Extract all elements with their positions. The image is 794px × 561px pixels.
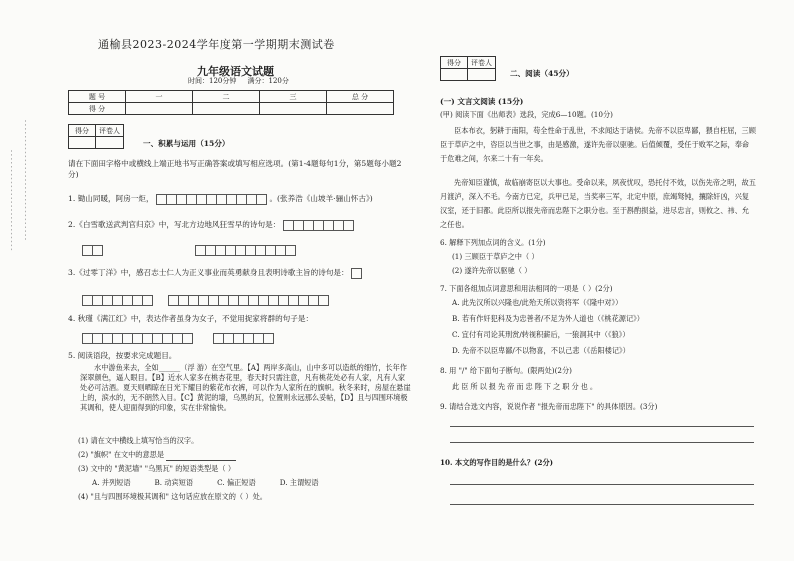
- grader-cell: 评卷人: [96, 125, 124, 137]
- answer-line[interactable]: [450, 426, 754, 427]
- q7-option-b[interactable]: B. 若有作奸犯科及为忠善者/不足为外人道也（《桃花源记》）: [452, 314, 644, 323]
- grader-cell[interactable]: [96, 137, 124, 149]
- q1-suffix: 。(张养浩《山坡羊·骊山怀古》): [269, 194, 373, 203]
- question-5-1: (1) 请在文中横线上填写恰当的汉字。: [78, 436, 199, 445]
- option-b[interactable]: B. 动宾短语: [154, 478, 194, 487]
- answer-grid[interactable]: [168, 295, 329, 306]
- score-cell: 得 分: [69, 103, 126, 115]
- question-3: [68, 267, 413, 279]
- exam-meta: [188, 76, 289, 86]
- grader-cell[interactable]: [441, 69, 468, 81]
- score-cell: 题 号: [69, 91, 126, 103]
- score-cell: 总 分: [327, 91, 394, 103]
- score-cell[interactable]: [193, 103, 260, 115]
- question-5-3: (3) 文中的 "黄泥墙" "乌黑瓦" 的短语类型是（ ）: [78, 464, 236, 473]
- q1-prefix: 1. 锄山同暖，阿房一炬，: [68, 194, 154, 203]
- question-8: 8. 用 "/" 给下面句子断句。(限两处)(2分): [440, 366, 572, 375]
- question-4: 4. 秋瑾《满江红》中，表达作者虽身为女子，不觉用捉家将群的句子是：: [68, 314, 314, 323]
- question-1: [68, 193, 413, 205]
- question-5-2: [78, 450, 236, 461]
- section-one-intro: 请在下面田字格中或横线上端正地书写正确答案或填写相应选项。(第1-4题每句1分，第5题每小题2分): [68, 159, 402, 179]
- answer-grid[interactable]: [82, 295, 153, 306]
- grader-cell: 得分: [69, 125, 96, 137]
- answer-line[interactable]: [450, 442, 754, 443]
- time-label: 时间：120分钟: [188, 77, 237, 85]
- answer-grid-row: [82, 328, 274, 347]
- classical-paragraph-2: 先帝知臣谨慎，故临崩寄臣以大事也。受命以来，夙夜忧叹，恐托付不效，以伤先帝之明，故五月渡泸，深入不毛。今南方已定，兵甲已足，当奖率三军，北定中原，庶竭驽钝，攘除奸凶，兴复汉室，还于旧都。此臣所以报先帝而忠陛下之职分也。至于斟酌损益，进尽忠言，则攸之、祎、允之任也。: [440, 178, 756, 229]
- option-c[interactable]: C. 偏正短语: [217, 478, 256, 487]
- question-5: 5. 阅读语段，按要求完成题目。: [68, 351, 177, 360]
- question-5-3-options: [92, 478, 392, 488]
- score-table-row: [69, 103, 394, 115]
- answer-grid[interactable]: [82, 245, 103, 256]
- question-7: 7. 下面各组加点词意思和用法相同的一项是（ ）(2分): [440, 284, 613, 293]
- grader-box: [68, 124, 124, 149]
- answer-grid-row: [82, 240, 296, 259]
- question-9: 9. 请结合选文内容，说说作者 "报先帝而忠陛下" 的具体原因。(3分): [440, 402, 658, 411]
- classical-paragraph-1: 臣本布衣，躬耕于南阳，苟全性命于乱世，不求闻达于诸侯。先帝不以臣卑鄙，猥自枉屈，三顾臣于草庐之中，咨臣以当世之事，由是感激，遂许先帝以驱驰。后值倾覆，受任于败军之际，奉命于危难之间，尔来二十有一年矣。: [440, 126, 756, 163]
- question-6-1: (1) 三顾臣于草庐之中（ ）: [452, 252, 539, 261]
- grader-cell: 评卷人: [468, 57, 496, 69]
- score-table: [68, 90, 394, 115]
- answer-grid[interactable]: [351, 268, 362, 279]
- q2-text: 2.《白雪歌送武判官归京》中，写北方边地风狂雪早的诗句是：: [68, 220, 281, 229]
- spine-dash-line: - - - - - - - - - - - - - - - - - - - - - - - - - -: [8, 150, 15, 251]
- answer-grid[interactable]: [283, 220, 354, 231]
- score-cell: 三: [260, 91, 327, 103]
- question-6: 6. 解释下列加点词的含义。(1分): [440, 238, 546, 247]
- q7-option-a[interactable]: A. 此先汉所以兴隆也/此殆天所以资将军（《隆中对》）: [452, 298, 623, 307]
- section-one-title: 一、积累与运用（15分）: [143, 139, 230, 148]
- answer-grid[interactable]: [213, 333, 274, 344]
- passage-intro: (甲) 阅读下面《出师表》选段，完成6—10题。(10分): [440, 110, 613, 119]
- q8-sentence[interactable]: 此臣所以报先帝而忠陛下之职分也。: [452, 382, 600, 391]
- q3-text: 3.《过零丁洋》中，感召志士仁人为正义事业而英勇献身且表明诗歌主旨的诗句是：: [68, 268, 349, 277]
- q7-option-c[interactable]: C. 宜付有司论其刑赏/转视积薪后，一狼洞其中（《狼》）: [452, 330, 630, 339]
- option-d[interactable]: D. 主谓短语: [279, 478, 319, 487]
- q7-option-d[interactable]: D. 先帝不以臣卑鄙/不以物喜，不以己悲（《岳阳楼记》）: [452, 346, 630, 355]
- answer-grid[interactable]: [82, 333, 193, 344]
- answer-line[interactable]: [450, 484, 754, 485]
- score-cell: 一: [126, 91, 193, 103]
- spine-dash-line: - - - - - - - - - - - - - - - - - - - - - - - - - - - - - - -: [22, 120, 29, 241]
- grader-cell: 得分: [441, 57, 468, 69]
- score-cell[interactable]: [327, 103, 394, 115]
- question-10: 10. 本文的写作目的是什么？(2分): [440, 458, 554, 467]
- reading-passage: 水中游鱼来去，全如______（浮 游）在空气里。【A】两岸多高山，山中多可以造纸的细竹，长年作深翠颜色，逼人眼目。【B】近水人家多在桃杏花里，春天时只需注意，凡有桃花处必有人家，凡有人家处必可沽酒。夏天则晒晾在日光下耀目的紫花布衣裤，可以作为人家所在的旗帜。秋冬来时，房屋在悬崖上的，滨水的，无不朗然入目。【C】黄泥的墙，乌黑的瓦，位置则永远那么妥帖，【D】且与四围环境极其调和，使人迎面得到的印象，实在非常愉快。: [80, 363, 411, 412]
- q5-2-text: (2) "旗帜" 在文中的意思是: [78, 450, 165, 459]
- answer-grid[interactable]: [195, 245, 296, 256]
- question-2: [68, 219, 413, 231]
- answer-line[interactable]: [450, 504, 754, 505]
- question-5-4: (4) "且与四围环境极其调和" 这句话应放在原文的（ ）处。: [78, 492, 267, 501]
- option-a[interactable]: A. 并列短语: [92, 478, 131, 487]
- score-table-row: [69, 91, 394, 103]
- grader-cell[interactable]: [69, 137, 96, 149]
- section-two-title: 二、阅读（45分）: [510, 69, 574, 78]
- grader-box: [440, 56, 496, 81]
- answer-grid-row: [82, 290, 329, 309]
- binding-margin: [4, 0, 42, 561]
- score-cell[interactable]: [126, 103, 193, 115]
- subject-title: 九年级语文试题: [197, 65, 274, 78]
- score-cell[interactable]: [260, 103, 327, 115]
- score-cell: 二: [193, 91, 260, 103]
- subsection-classical-title: (一) 文言文阅读 (15分): [440, 97, 524, 106]
- exam-title: 通榆县2023-2024学年度第一学期期末测试卷: [98, 38, 335, 51]
- grader-cell[interactable]: [468, 69, 496, 81]
- question-6-2: (2) 遂许先帝以驱驰（ ）: [452, 266, 532, 275]
- answer-blank[interactable]: [166, 450, 236, 461]
- answer-grid[interactable]: [156, 194, 267, 205]
- score-label: 满分：120分: [247, 77, 289, 85]
